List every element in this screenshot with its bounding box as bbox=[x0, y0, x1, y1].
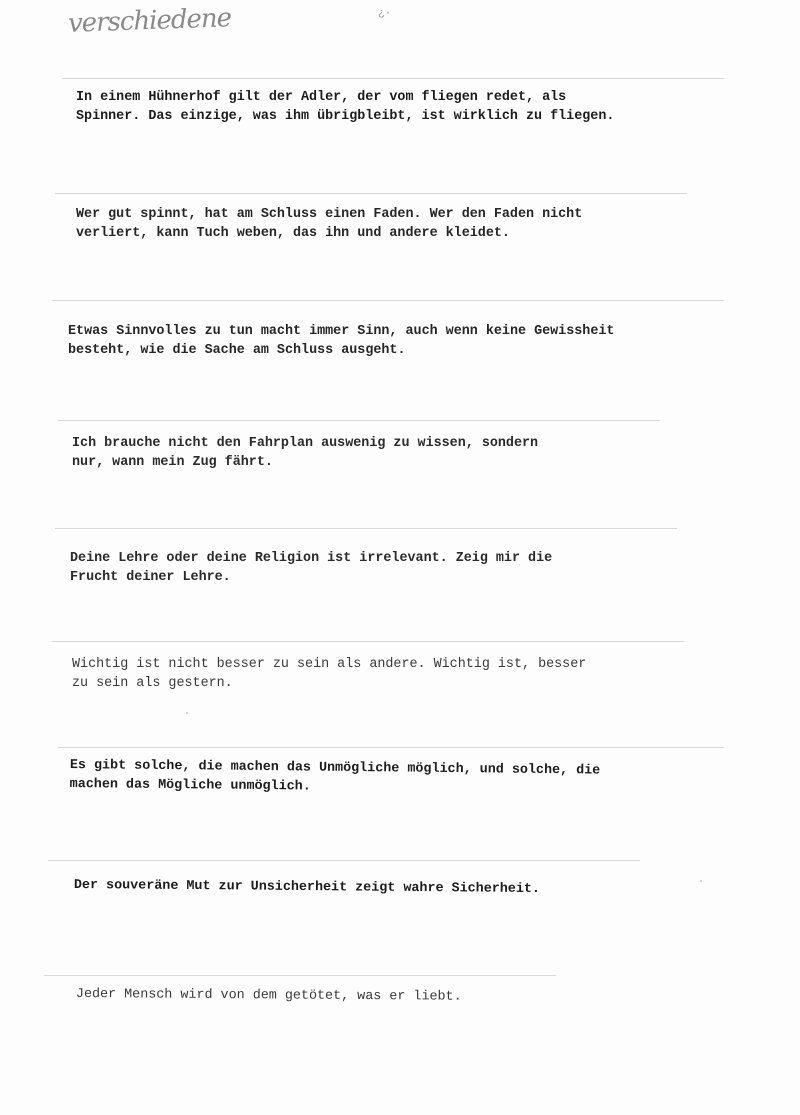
quote-1 bbox=[76, 88, 614, 126]
quote-6 bbox=[72, 655, 586, 693]
handwritten-note: verschiedene bbox=[67, 3, 232, 39]
quote-1-line-2: Spinner. Das einzige, was ihm übrigbleibt, ist wirklich zu fliegen. bbox=[76, 109, 615, 124]
quote-2-line-2: verliert, kann Tuch weben, das ihn und andere kleidet. bbox=[76, 226, 510, 241]
strip-edge-6 bbox=[52, 641, 684, 642]
quote-7-line-1: Es gibt solche, die machen das Unmögliche möglich, und solche, die bbox=[69, 757, 601, 779]
quote-3 bbox=[68, 322, 614, 360]
quote-6-line-1: Wichtig ist nicht besser zu sein als andere. Wichtig ist, besser bbox=[72, 657, 587, 672]
quote-1-line-1: In einem Hühnerhof gilt der Adler, der vom fliegen redet, als bbox=[76, 90, 567, 105]
paper-speck: ¿· bbox=[378, 8, 392, 20]
paper-dot bbox=[186, 712, 188, 714]
quote-9-line-1: Jeder Mensch wird von dem getötet, was er liebt. bbox=[75, 986, 462, 1005]
quote-3-line-1: Etwas Sinnvolles zu tun macht immer Sinn, auch wenn keine Gewissheit bbox=[68, 324, 615, 339]
quote-5-line-2: Frucht deiner Lehre. bbox=[70, 570, 231, 585]
quote-7 bbox=[70, 756, 601, 800]
paper-dot bbox=[700, 880, 702, 882]
strip-edge-1 bbox=[62, 78, 724, 79]
quote-3-line-2: besteht, wie die Sache am Schluss ausgeht. bbox=[68, 343, 406, 358]
quote-5-line-1: Deine Lehre oder deine Religion ist irrelevant. Zeig mir die bbox=[70, 551, 553, 566]
quote-4-line-1: Ich brauche nicht den Fahrplan auswenig zu wissen, sondern bbox=[72, 436, 539, 451]
quote-7-line-2: machen das Mögliche unmöglich. bbox=[69, 776, 311, 795]
quote-4-line-2: nur, wann mein Zug fährt. bbox=[72, 455, 273, 470]
strip-edge-7 bbox=[58, 747, 724, 748]
quote-2-line-1: Wer gut spinnt, hat am Schluss einen Faden. Wer den Faden nicht bbox=[76, 207, 583, 222]
strip-edge-2 bbox=[55, 193, 687, 194]
strip-edge-4 bbox=[58, 420, 660, 421]
quote-8 bbox=[74, 876, 540, 899]
quote-2 bbox=[76, 205, 582, 243]
quote-6-line-2: zu sein als gestern. bbox=[72, 676, 233, 691]
quote-9 bbox=[76, 985, 462, 1007]
quote-8-line-1: Der souveräne Mut zur Unsicherheit zeigt wahre Sicherheit. bbox=[73, 877, 541, 898]
quote-5 bbox=[70, 549, 552, 587]
strip-edge-9 bbox=[44, 975, 556, 976]
strip-edge-5 bbox=[55, 528, 677, 529]
strip-edge-8 bbox=[48, 860, 640, 861]
strip-edge-3 bbox=[52, 300, 724, 301]
quote-4 bbox=[72, 434, 538, 472]
